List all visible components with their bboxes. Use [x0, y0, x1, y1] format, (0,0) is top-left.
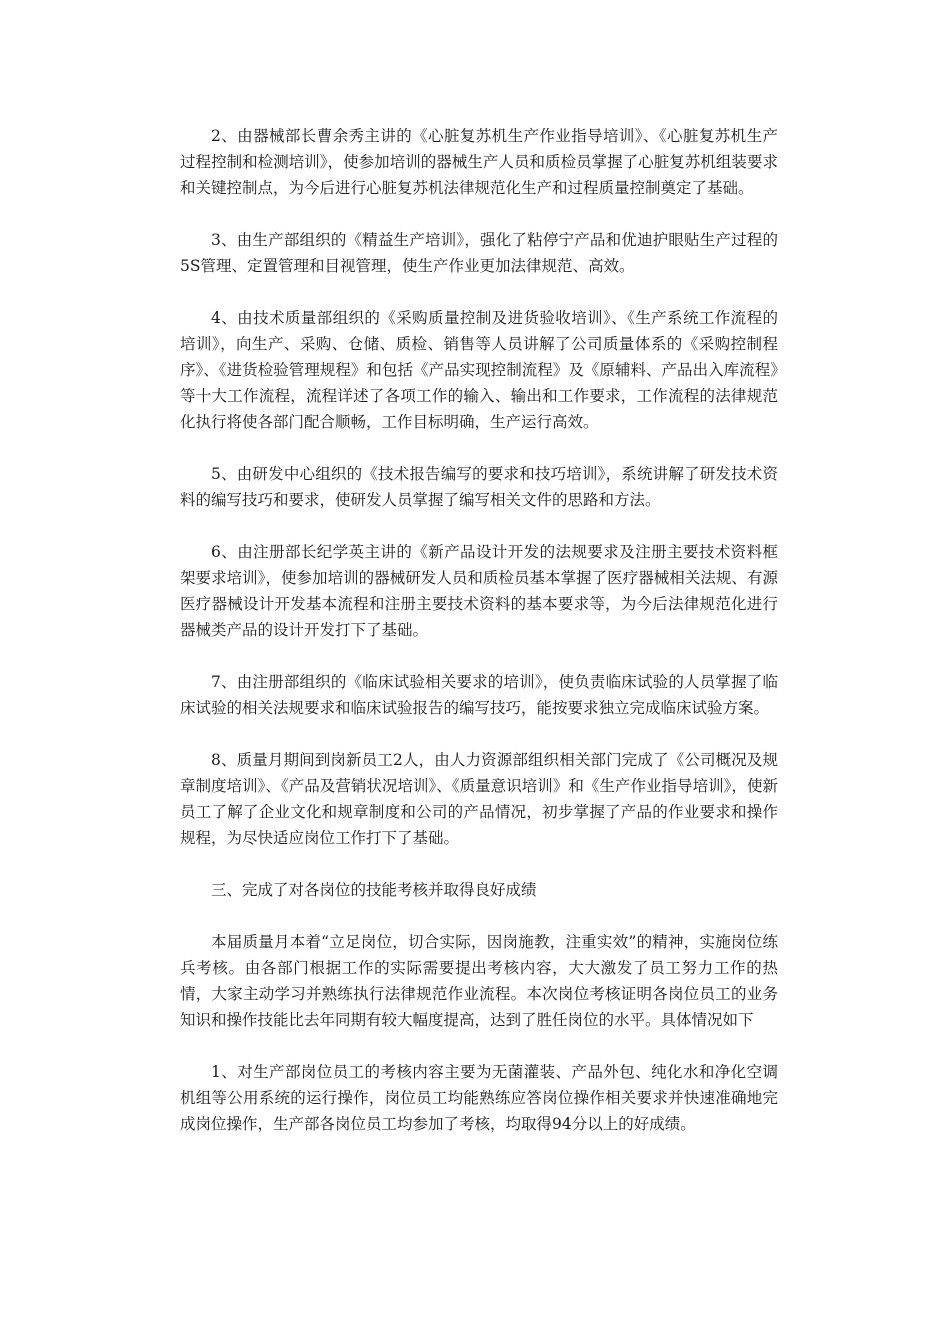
paragraph-item-3: 3、由生产部组织的《精益生产培训》，强化了粘停宁产品和优迪护眼贴生产过程的5S管理、定置管理和目视管理，使生产作业更加法律规范、高效。: [180, 231, 778, 275]
paragraph-item-7: 7、由注册部组织的《临床试验相关要求的培训》，使负责临床试验的人员掌握了临床试验的相关法规要求和临床试验报告的编写技巧，能按要求独立完成临床试验方案。: [180, 673, 778, 717]
paragraph-item-6: 6、由注册部长纪学英主讲的《新产品设计开发的法规要求及注册主要技术资料框架要求培训》，使参加培训的器械研发人员和质检员基本掌握了医疗器械相关法规、有源医疗器械设计开发基本流程和注册主要技术资料的基本要求等，为今后法律规范化进行器械类产品的设计开发打下了基础。: [180, 543, 778, 639]
paragraph-item-8: 8、质量月期间到岗新员工2人，由人力资源部组织相关部门完成了《公司概况及规章制度培训》、《产品及营销状况培训》、《质量意识培训》和《生产作业指导培训》，使新员工了解了企业文化和规章制度和公司的产品情况，初步掌握了产品的作业要求和操作规程，为尽快适应岗位工作打下了基础。: [180, 751, 778, 847]
section-intro-paragraph: 本届质量月本着“立足岗位，切合实际，因岗施教，注重实效”的精神，实施岗位练兵考核。由各部门根据工作的实际需要提出考核内容，大大激发了员工努力工作的热情，大家主动学习并熟练执行法律规范作业流程。本次岗位考核证明各岗位员工的业务知识和操作技能比去年同期有较大幅度提高，达到了胜任岗位的水平。具体情况如下: [180, 933, 778, 1029]
section-heading: 三、完成了对各岗位的技能考核并取得良好成绩: [211, 881, 537, 899]
section-paragraph-item-1: 1、对生产部岗位员工的考核内容主要为无菌灌装、产品外包、纯化水和净化空调机组等公用系统的运行操作，岗位员工均能熟练应答岗位操作相关要求并快速准确地完成岗位操作，生产部各岗位员工均参加了考核，均取得94分以上的好成绩。: [180, 1063, 778, 1133]
paragraph-item-5: 5、由研发中心组织的《技术报告编写的要求和技巧培训》，系统讲解了研发技术资料的编写技巧和要求，使研发人员掌握了编写相关文件的思路和方法。: [180, 465, 778, 509]
paragraph-item-2: 2、由器械部长曹余秀主讲的《心脏复苏机生产作业指导培训》、《心脏复苏机生产过程控制和检测培训》，使参加培训的器械生产人员和质检员掌握了心脏复苏机组装要求和关键控制点，为今后进行心脏复苏机法律规范化生产和过程质量控制奠定了基础。: [180, 127, 778, 197]
document-body: [180, 123, 778, 1163]
paragraph-item-4: 4、由技术质量部组织的《采购质量控制及进货验收培训》、《生产系统工作流程的培训》，向生产、采购、仓储、质检、销售等人员讲解了公司质量体系的《采购控制程序》、《进货检验管理规程》和包括《产品实现控制流程》及《原辅料、产品出入库流程》等十大工作流程，流程详述了各项工作的输入、输出和工作要求，工作流程的法律规范化执行将使各部门配合顺畅，工作目标明确，生产运行高效。: [180, 309, 778, 431]
